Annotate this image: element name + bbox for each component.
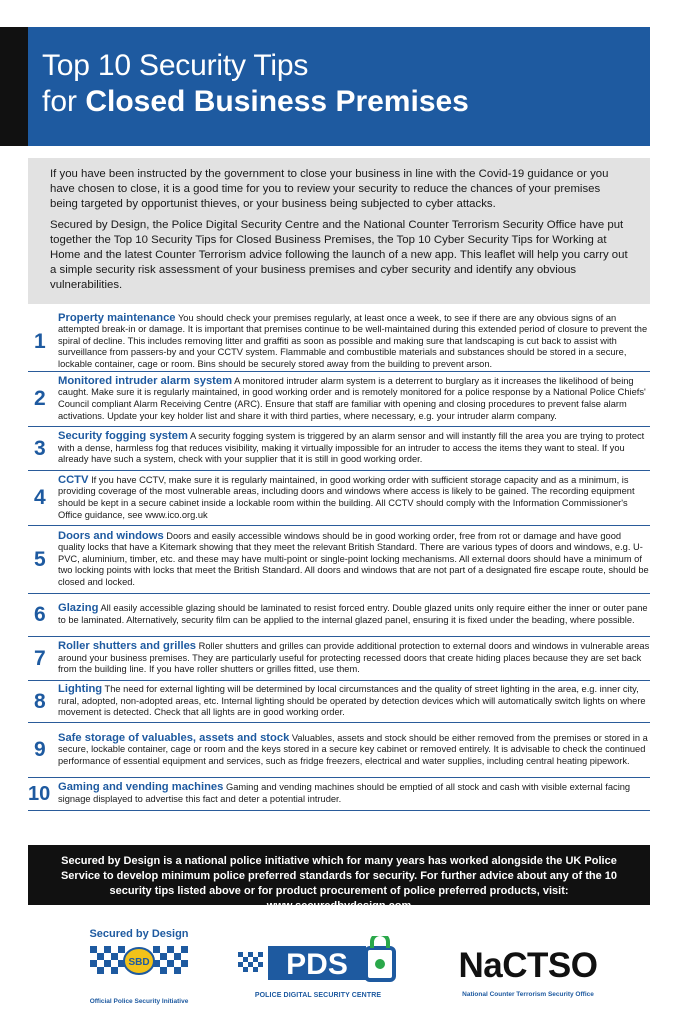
tip-text: A security fogging system is triggered by an alarm sensor and will instantly fill the area you are trying to protect with a dense, harmless fog that reduces visibility, making it virtually impossible for an intruder to access the items they want to steal. If you already have such a system, check with your supplier that it is still in good working order. (58, 431, 645, 465)
nactso-name: NaCTSO (458, 946, 598, 985)
sbd-name: Secured by Design (89, 928, 189, 940)
tip-body (56, 529, 650, 591)
tip-title: Glazing (58, 602, 99, 615)
tip-intruder-alarm (28, 372, 650, 427)
tip-body (56, 682, 650, 721)
title-prefix: for (42, 85, 86, 118)
tip-number: 8 (34, 689, 46, 713)
tip-glazing (28, 594, 650, 637)
nactso-caption: National Counter Terrorism Security Office (462, 991, 594, 998)
tip-body (56, 601, 650, 628)
tip-body (56, 731, 650, 770)
tip-number: 10 (28, 782, 51, 805)
sbd-tagline: Official Police Security Initiative (89, 998, 189, 1005)
pdsc-caption: POLICE DIGITAL SECURITY CENTRE (254, 992, 382, 999)
pdsc-logo (238, 936, 398, 1016)
tip-title: CCTV (58, 473, 89, 486)
tip-title: Monitored intruder alarm system (58, 374, 233, 387)
tip-text: Roller shutters and grilles can provide additional protection to external doors and windows in vulnerable areas around your business premises. They are particularly useful for protecting recessed doors that create hiding places because they are set back from the building line. If you have roller shutters or grilles fitted, use them. (58, 641, 650, 675)
tip-title: Security fogging system (58, 430, 188, 443)
tip-number: 1 (34, 329, 46, 353)
tips-list (28, 312, 650, 811)
header-banner (28, 27, 650, 146)
pdsc-mark-icon (238, 936, 398, 986)
tip-lighting (28, 681, 650, 723)
tip-number: 7 (34, 646, 46, 670)
intro-paragraph-2: Secured by Design, the Police Digital Security Centre and the National Counter Terrorism Security Office have put together the Top 10 Security Tips for Closed Business Premises, the Top 10 Cyber Security Tips for Working at Home and the latest Counter Terrorism advice following the launch of a new app. This leaflet will help you carry out a simple security risk assessment of your business premises and cyber security and identify any obvious vulnerabilities. (50, 219, 628, 291)
tip-roller-shutters (28, 637, 650, 681)
tip-number: 5 (34, 547, 46, 571)
sbd-badge-text: SBD (128, 957, 150, 968)
tip-gaming-vending (28, 778, 650, 811)
tip-text: If you have CCTV, make sure it is regularly maintained, in good working order with sufficient storage capacity and as a minimum, is providing coverage of the most vulnerable areas, including doors and windows where access is likely to be gained. The recording equipment should be kept in a secure cabinet inside a lockable room within the building. All CCTV should comply with the Information Commissioner's Office guidance, see www.ico.org.uk (58, 474, 635, 520)
tip-text: Gaming and vending machines should be emptied of all stock and cash with visible external facing signage displayed to advertise this fact and deter a potential intruder. (58, 782, 631, 804)
title-bold: Closed Business Premises (85, 85, 469, 118)
tip-cctv (28, 471, 650, 526)
nactso-logo (443, 946, 613, 1006)
tip-title: Doors and windows (58, 529, 164, 542)
tip-safe-storage (28, 723, 650, 778)
tip-doors-windows (28, 526, 650, 594)
pds-letters: PDS (286, 948, 348, 981)
tip-text: The need for external lighting will be determined by local circumstances and the quality of street lighting in the area, e.g. inner city, rural, adopted, non-adopted areas, etc. Internal lighting should be operated by detection devices which will automatically switch lights on where movement is detected. Check that all lights are in good working order. (58, 684, 646, 718)
tip-body (56, 780, 650, 807)
tip-title: Gaming and vending machines (58, 781, 224, 794)
tip-body (56, 374, 650, 424)
tip-number: 6 (34, 603, 46, 626)
tip-number: 3 (34, 436, 46, 460)
tip-text: You should check your premises regularly, at least once a week, to see if there are any obvious signs of an attempted break-in or damage. It is important that premises continue to be well-maintained during this extended period of closure to prevent the spiral of decline. This includes removing litter and graffiti as soon as possible and making sure that landscaping is cut back to assist with surveillance from passers-by and your CCTV system. Flammable and combustible materials and substances should be stored in a secure, lockable container, cage or room. Bins should be securely stored away from the building to prevent arson. (58, 312, 648, 369)
intro-box (28, 158, 650, 304)
tip-body (56, 639, 650, 678)
intro-paragraph-1: If you have been instructed by the government to close your business in line with the Covid-19 guidance or you have chosen to close, it is a good time for you to review your security to reduce the chances of your premises being targeted by opportunist thieves, or your business being subjected to cyber attacks. (50, 168, 609, 210)
header-left-accent (0, 27, 28, 146)
tip-title: Property maintenance (58, 311, 176, 324)
tip-title: Safe storage of valuables, assets and stock (58, 731, 290, 744)
tip-body (56, 311, 650, 373)
title-line-2 (42, 83, 650, 121)
sbd-checker-band-icon (90, 946, 188, 980)
tip-property-maintenance (28, 312, 650, 372)
tip-title: Lighting (58, 683, 103, 696)
tip-text: Valuables, assets and stock should be either removed from the premises or stored in a secure, lockable container, cage or room and the keys stored in a secure key cabinet or removed entirely. It is advisable to check the continued performance of essential equipment and services, such as fridge freezers, electrical and water supplies, including central heating pipework. (58, 732, 648, 766)
footer-text: Secured by Design is a national police initiative which for many years has worked alongside the UK Police Service to develop minimum police preferred standards for security. For further advice about any of the 10 security tips listed above or for product procurement of police preferred products, visit: www.securedbydesign.com (60, 855, 618, 912)
tip-fogging-system (28, 427, 650, 471)
tip-number: 4 (34, 486, 46, 509)
footer-info-bar (28, 845, 650, 912)
tip-number: 2 (34, 387, 46, 410)
tip-text: Doors and easily accessible windows should be in good working order, free from rot or damage and have good quality locks that have a Kitemark showing that they meet the relevant British Standard. There are various types of doors and windows, e.g. U-PVC, aluminium, timber, etc. and these may have multi-point or single-point locking mechanisms. All external doors should have a minimum of two locking points with locks that meet the British Standard. All doors and windows that are not part of a designated fire escape route, should be closed and locked. (58, 530, 649, 587)
tip-text: All easily accessible glazing should be laminated to resist forced entry. Double glazed units only require either the inner or outer pane to be laminated. Alternatively, security film can be applied to the internal glazed panel, ensuring it is fixed under the beading, where possible. (58, 603, 648, 625)
tip-title: Roller shutters and grilles (58, 640, 197, 653)
title-line-1: Top 10 Security Tips (42, 49, 309, 82)
tip-text: A monitored intruder alarm system is a deterrent to burglary as it increases the likelihood of being caught. Make sure it is regularly maintained, in good working order and is remotely monitored for a police response by a National Police Chiefs' Council compliant Alarm Receiving Centre (ARC). Ensure that staff are familiar with opening and closing procedures to prevent false alarm activations. Update your key holder list and share it with third parties, where necessary, e.g. your intruder alarm company. (58, 375, 646, 421)
logo-row (28, 918, 650, 1018)
tip-body (56, 473, 650, 523)
secured-by-design-logo (84, 928, 194, 1014)
tip-number: 9 (34, 738, 46, 761)
tip-body (56, 429, 650, 468)
